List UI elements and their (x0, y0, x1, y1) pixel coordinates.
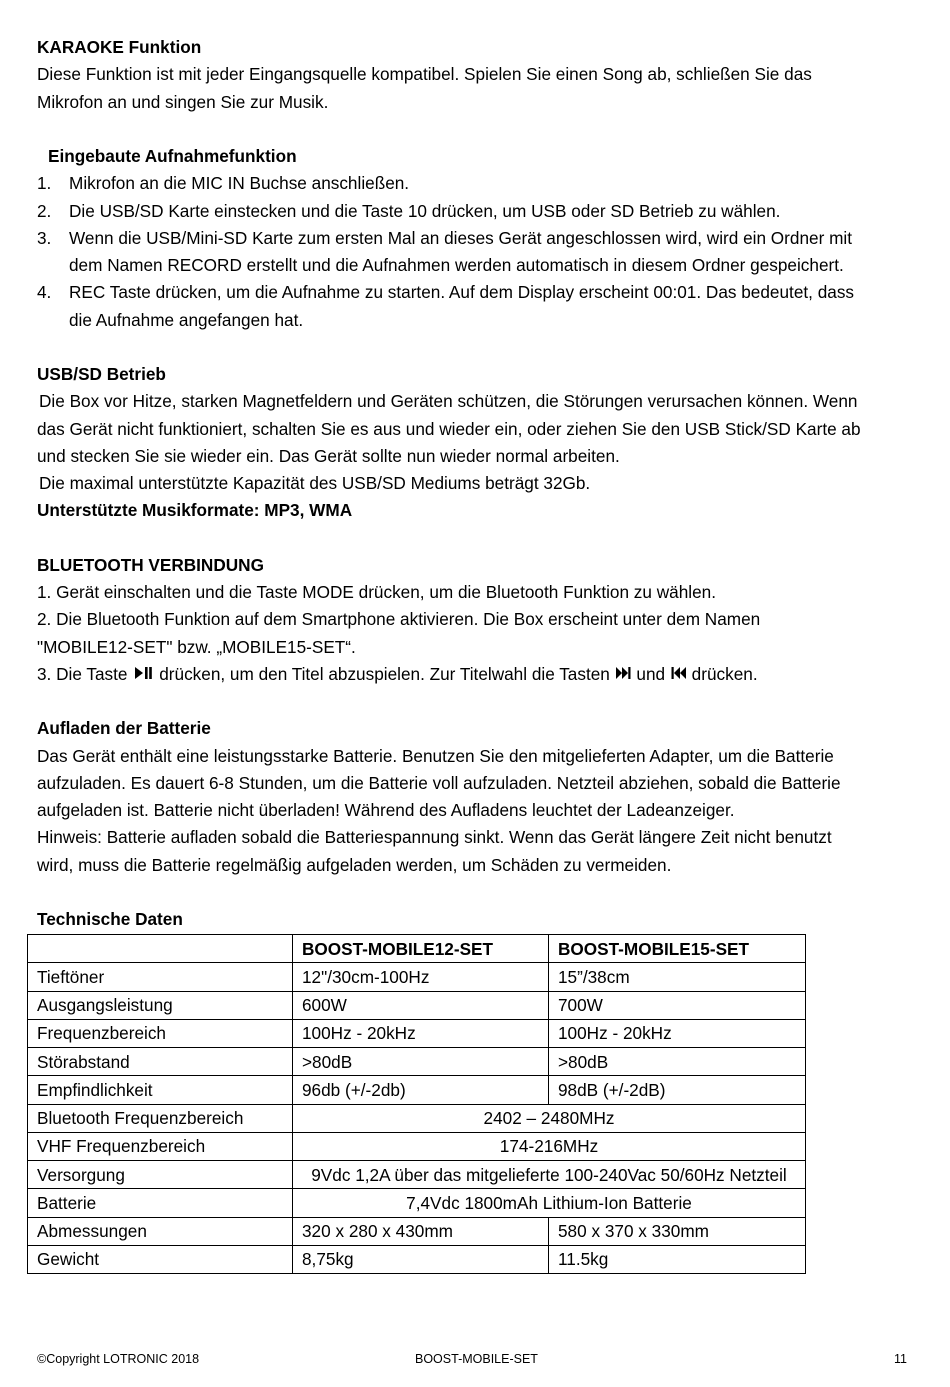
row-label: Frequenzbereich (28, 1019, 293, 1047)
list-number: 2. (37, 200, 52, 221)
table-header-row (28, 935, 806, 963)
step3-before: 3. Die Taste (37, 663, 128, 684)
table-row (28, 1132, 806, 1160)
bluetooth-line: 2. Die Bluetooth Funktion auf dem Smartphone aktivieren. Die Box erscheint unter dem Namen (37, 609, 761, 630)
list-text: Wenn die USB/Mini-SD Karte zum ersten Mal an dieses Gerät angeschlossen wird, wird ein Ordner mit (69, 227, 852, 248)
karaoke-line: Diese Funktion ist mit jeder Eingangsquelle kompatibel. Spielen Sie einen Song ab, schließen Sie das (37, 64, 812, 85)
list-item (37, 170, 927, 197)
karaoke-heading: KARAOKE Funktion (37, 37, 202, 57)
table-cell: 700W (549, 991, 806, 1019)
list-item (37, 225, 927, 252)
list-number: 3. (37, 227, 52, 248)
bluetooth-line: 1. Gerät einschalten und die Taste MODE drücken, um die Bluetooth Funktion zu wählen. (37, 582, 716, 602)
row-label: Ausgangsleistung (28, 991, 293, 1019)
specs-heading: Technische Daten (37, 909, 183, 929)
row-label: Störabstand (28, 1048, 293, 1076)
supported-formats: Unterstützte Musikformate: MP3, WMA (37, 500, 353, 521)
battery-line: aufzuladen. Es dauert 6-8 Stunden, um die Batterie voll aufzuladen. Netzteil abziehen, sobald die Batterie (37, 772, 841, 793)
table-cell: 100Hz - 20kHz (549, 1019, 806, 1047)
list-text-continued: dem Namen RECORD erstellt und die Aufnahmen werden automatisch in diesem Ordner gespeichert. (69, 255, 844, 275)
table-row (28, 1019, 806, 1047)
column-header: BOOST-MOBILE12-SET (293, 935, 549, 963)
battery-line: wird, muss die Batterie regelmäßig aufgeladen werden, um Schäden zu vermeiden. (37, 854, 672, 875)
row-label: Abmessungen (28, 1217, 293, 1245)
table-row (28, 1104, 806, 1132)
table-cell: >80dB (549, 1048, 806, 1076)
blank-line (37, 879, 927, 906)
list-number: 4. (37, 282, 52, 303)
step3-and: und (636, 663, 666, 684)
list-item (37, 198, 927, 225)
bluetooth-line: "MOBILE12-SET" bzw. „MOBILE15-SET“. (37, 636, 356, 657)
recording-heading: Eingebaute Aufnahmefunktion (48, 146, 297, 166)
footer-product: BOOST-MOBILE-SET (415, 1352, 538, 1366)
list-number: 1. (37, 173, 52, 194)
row-label: VHF Frequenzbereich (28, 1132, 293, 1160)
next-track-icon (616, 667, 631, 679)
table-cell-shared: 2402 – 2480MHz (293, 1104, 806, 1132)
step3-middle: drücken, um den Titel abzuspielen. Zur Titelwahl die Tasten (159, 663, 610, 684)
blank-line (37, 116, 927, 143)
table-cell: 11.5kg (549, 1245, 806, 1273)
blank-line (37, 334, 927, 361)
row-label: Tieftöner (28, 963, 293, 991)
list-item (37, 279, 927, 306)
previous-track-icon (671, 667, 686, 679)
usb-sd-line: das Gerät nicht funktioniert, schalten Sie es aus und wieder ein, oder ziehen Sie den USB Stick/SD Karte ab (37, 418, 861, 439)
column-header: BOOST-MOBILE15-SET (549, 935, 806, 963)
battery-line: Das Gerät enthält eine leistungsstarke Batterie. Benutzen Sie den mitgelieferten Adapter, um die Batterie (37, 745, 834, 766)
battery-heading: Aufladen der Batterie (37, 718, 211, 739)
blank-line (37, 688, 927, 715)
table-cell: 12"/30cm-100Hz (293, 963, 549, 991)
table-cell: 100Hz - 20kHz (293, 1019, 549, 1047)
table-row (28, 1217, 806, 1245)
karaoke-line: Mikrofon an und singen Sie zur Musik. (37, 91, 329, 112)
table-cell-shared: 7,4Vdc 1800mAh Lithium-Ion Batterie (293, 1189, 806, 1217)
table-cell-shared: 174-216MHz (293, 1132, 806, 1160)
list-text: REC Taste drücken, um die Aufnahme zu starten. Auf dem Display erscheint 00:01. Das bedeutet, dass (69, 282, 855, 303)
table-cell: >80dB (293, 1048, 549, 1076)
document-body (37, 34, 927, 933)
table-cell: 8,75kg (293, 1245, 549, 1273)
table-cell: 580 x 370 x 330mm (549, 1217, 806, 1245)
list-text: Mikrofon an die MIC IN Buchse anschließen. (69, 173, 410, 194)
row-label: Versorgung (28, 1161, 293, 1189)
table-row (28, 991, 806, 1019)
table-cell: 15”/38cm (549, 963, 806, 991)
table-cell: 600W (293, 991, 549, 1019)
row-label: Empfindlichkeit (28, 1076, 293, 1104)
row-label: Batterie (28, 1189, 293, 1217)
table-row (28, 1245, 806, 1273)
table-corner-cell (28, 935, 293, 963)
list-text-continued: die Aufnahme angefangen hat. (69, 309, 304, 330)
step3-after: drücken. (691, 663, 758, 684)
usb-sd-line: Die Box vor Hitze, starken Magnetfeldern und Geräten schützen, die Störungen verursachen können. Wenn (39, 391, 858, 412)
row-label: Gewicht (28, 1245, 293, 1273)
bluetooth-step-3 (37, 661, 927, 688)
battery-line: aufgeladen ist. Batterie nicht überladen! Während des Aufladens leuchtet der Ladeanzeiger. (37, 800, 735, 820)
table-cell-shared: 9Vdc 1,2A über das mitgelieferte 100-240Vac 50/60Hz Netzteil (293, 1161, 806, 1189)
table-row (28, 1189, 806, 1217)
specs-table (27, 934, 806, 1274)
table-row (28, 1076, 806, 1104)
play-pause-icon (135, 667, 153, 679)
table-row (28, 1161, 806, 1189)
table-row (28, 963, 806, 991)
bluetooth-heading: BLUETOOTH VERBINDUNG (37, 554, 264, 575)
row-label: Bluetooth Frequenzbereich (28, 1104, 293, 1132)
list-text: Die USB/SD Karte einstecken und die Taste 10 drücken, um USB oder SD Betrieb zu wählen. (69, 200, 781, 221)
battery-line: Hinweis: Batterie aufladen sobald die Batteriespannung sinkt. Wenn das Gerät längere Zeit nicht benutzt (37, 827, 832, 848)
table-row (28, 1048, 806, 1076)
table-cell: 96db (+/-2db) (293, 1076, 549, 1104)
table-cell: 98dB (+/-2dB) (549, 1076, 806, 1104)
blank-line (37, 525, 927, 552)
usb-sd-heading: USB/SD Betrieb (37, 364, 166, 384)
footer-copyright: ©Copyright LOTRONIC 2018 (37, 1352, 200, 1366)
page-number: 11 (894, 1352, 907, 1366)
usb-sd-line: Die maximal unterstützte Kapazität des USB/SD Mediums beträgt 32Gb. (39, 473, 591, 493)
table-cell: 320 x 280 x 430mm (293, 1217, 549, 1245)
usb-sd-line: und stecken Sie sie wieder ein. Das Gerät sollte nun wieder normal arbeiten. (37, 445, 620, 466)
